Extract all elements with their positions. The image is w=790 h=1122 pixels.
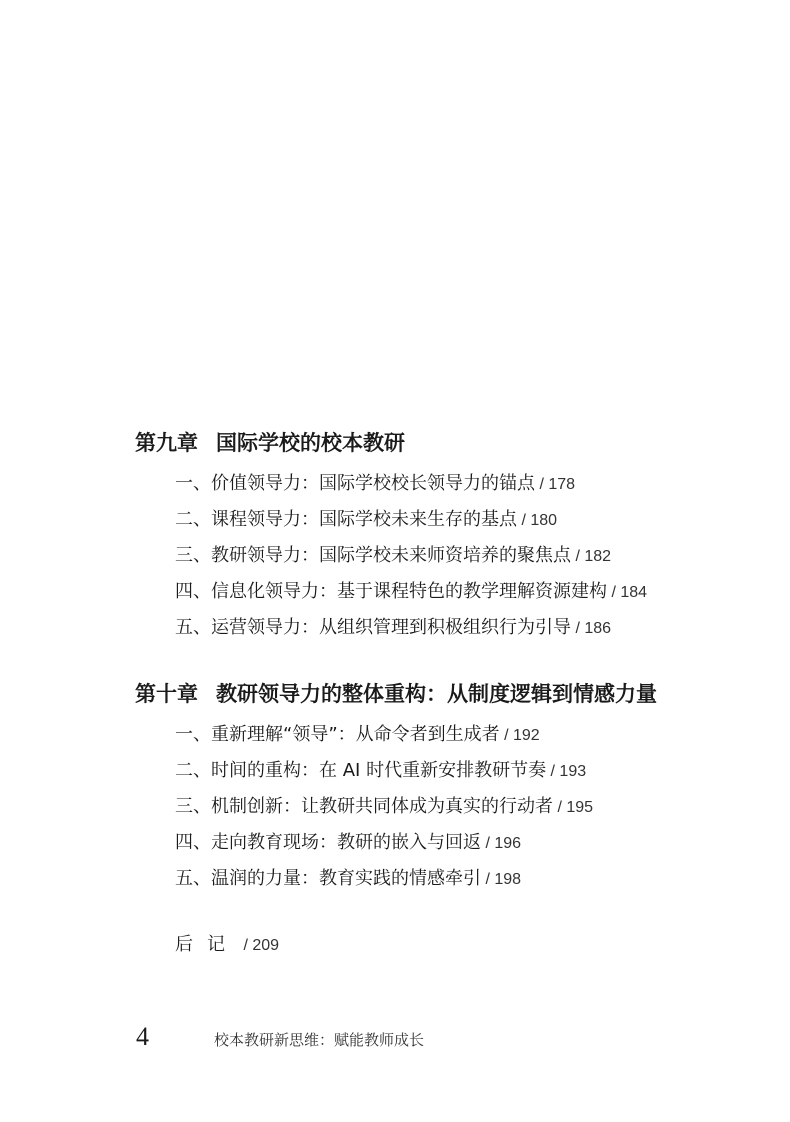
toc-entry-page: / 180 bbox=[517, 512, 558, 529]
toc-entry-text: 三、机制创新：让教研共同体成为真实的行动者 bbox=[175, 796, 553, 817]
toc-entry-text: 五、运营领导力：从组织管理到积极组织行为引导 bbox=[175, 617, 571, 638]
toc-entry-page: / 192 bbox=[499, 727, 540, 744]
chapter-10 bbox=[135, 679, 755, 897]
chapter-title: 国际学校的校本教研 bbox=[216, 431, 405, 455]
toc-entry-page: / 193 bbox=[546, 763, 587, 780]
chapter-title: 教研领导力的整体重构：从制度逻辑到情感力量 bbox=[216, 682, 657, 706]
toc-entry-text: 一、重新理解“领导”：从命令者到生成者 bbox=[175, 724, 500, 745]
toc-entry-list bbox=[135, 466, 755, 646]
toc-entry-text: 二、课程领导力：国际学校未来生存的基点 bbox=[175, 509, 517, 530]
toc-entry-text: 四、走向教育现场：教研的嵌入与回返 bbox=[175, 832, 481, 853]
toc-entry-text: 四、信息化领导力：基于课程特色的教学理解资源建构 bbox=[175, 581, 607, 602]
toc-entry[interactable] bbox=[175, 574, 755, 610]
toc-entry-page: / 196 bbox=[481, 835, 522, 852]
toc-entry[interactable] bbox=[175, 502, 755, 538]
toc-entry[interactable] bbox=[175, 466, 755, 502]
toc-entry[interactable] bbox=[175, 753, 755, 789]
toc-entry-text: 五、温润的力量：教育实践的情感牵引 bbox=[175, 868, 481, 889]
chapter-9 bbox=[135, 428, 755, 646]
chapter-number: 第九章 bbox=[135, 431, 198, 455]
toc-entry[interactable] bbox=[175, 789, 755, 825]
toc-entry-page: / 184 bbox=[607, 584, 648, 601]
page-footer bbox=[0, 1020, 790, 1060]
toc-entry-text: 二、时间的重构：在 AI 时代重新安排教研节奏 bbox=[175, 760, 547, 781]
afterword-label: 后记 bbox=[175, 934, 239, 955]
running-book-title: 校本教研新思维：赋能教师成长 bbox=[214, 1031, 425, 1049]
toc-entry-page: / 182 bbox=[571, 548, 612, 565]
toc-entry-page: / 195 bbox=[553, 799, 594, 816]
toc-entry-page: / 186 bbox=[571, 620, 612, 637]
toc-entry-text: 三、教研领导力：国际学校未来师资培养的聚焦点 bbox=[175, 545, 571, 566]
toc-entry[interactable] bbox=[175, 538, 755, 574]
toc-entry[interactable] bbox=[175, 610, 755, 646]
page-number: 4 bbox=[136, 1022, 149, 1051]
toc-entry-list bbox=[135, 717, 755, 897]
toc-entry[interactable] bbox=[175, 861, 755, 897]
toc-afterword[interactable] bbox=[175, 929, 279, 961]
toc-entry-page: / 178 bbox=[535, 476, 576, 493]
toc-entry-text: 一、价值领导力：国际学校校长领导力的锚点 bbox=[175, 473, 535, 494]
chapter-heading bbox=[135, 679, 755, 709]
chapter-number: 第十章 bbox=[135, 682, 198, 706]
toc-entry[interactable] bbox=[175, 717, 755, 753]
toc-entry[interactable] bbox=[175, 825, 755, 861]
afterword-page: / 209 bbox=[239, 937, 280, 954]
toc-entry-page: / 198 bbox=[481, 871, 522, 888]
chapter-heading bbox=[135, 428, 755, 458]
